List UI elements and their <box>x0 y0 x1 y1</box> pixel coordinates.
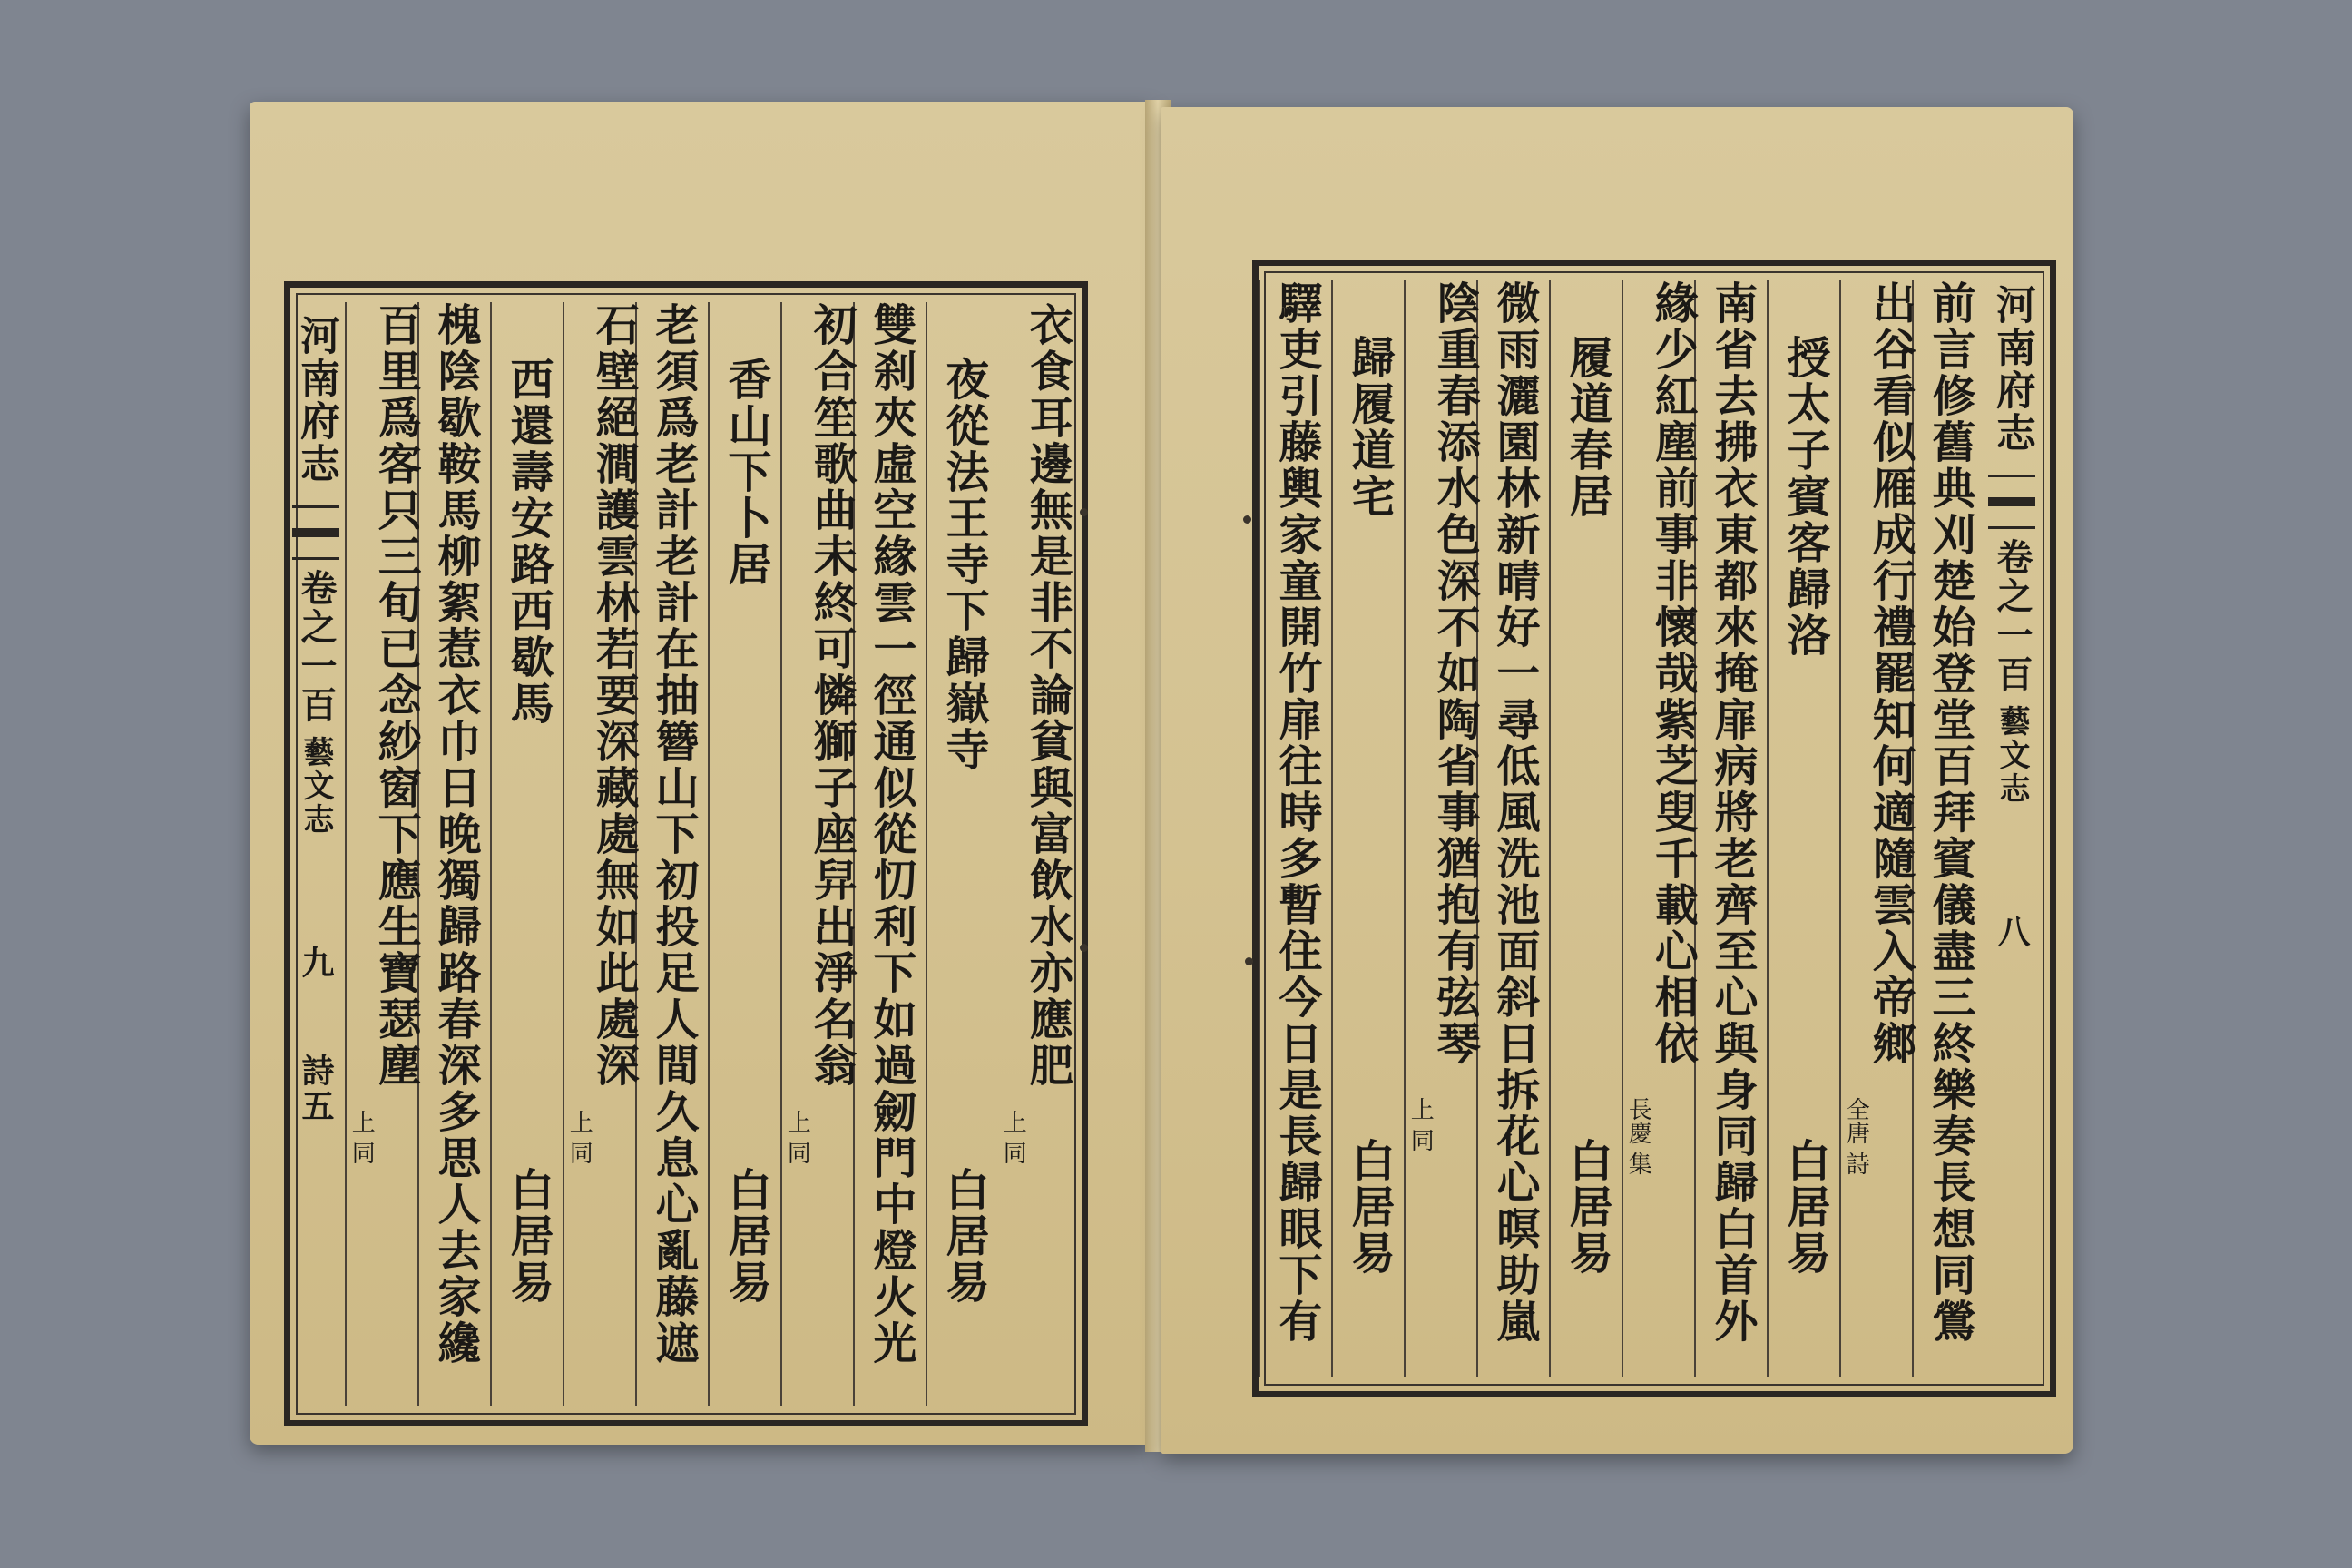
right-col-2 <box>1839 280 1914 1377</box>
left-page <box>250 102 1152 1445</box>
left-banxin-section: 藝文志 <box>298 736 334 837</box>
left-col-6-text: 老須爲老計老計在抽簪山下初投足人間久息心亂藤遮 <box>648 302 699 1367</box>
right-col-5-note: 長慶 集 <box>1624 1097 1652 1176</box>
right-banxin-section: 藝文志 <box>1994 705 2030 806</box>
left-col-1 <box>998 302 1071 1406</box>
left-col-1-note: 上 同 <box>999 1110 1027 1165</box>
left-col-4-note: 上 同 <box>783 1110 811 1165</box>
left-col-9-text: 槐陰歇鞍馬柳絮惹衣巾日晚獨歸路春深多思人去家纔 <box>430 302 481 1367</box>
left-col-10-text: 百里爲客只三旬已念紗窗下應生寶瑟塵 <box>370 302 422 1089</box>
left-col-8 <box>490 302 564 1406</box>
right-col-8-note: 上 同 <box>1406 1097 1435 1152</box>
left-col-10-note: 上 同 <box>348 1110 376 1165</box>
binding-hole <box>1080 508 1088 516</box>
right-col-9 <box>1331 280 1406 1377</box>
right-col-8 <box>1404 280 1481 1377</box>
right-col-3-title: 授太子賓客歸洛 <box>1779 335 1830 659</box>
left-col-2 <box>926 302 1000 1406</box>
right-col-2-note: 全唐 詩 <box>1842 1097 1870 1176</box>
right-col-2-text: 出谷看似雁成行禮罷知何適隨雲入帝鄉 <box>1865 280 1916 1067</box>
left-col-2-author: 白居易 <box>938 1167 989 1306</box>
right-col-10-text: 驛吏引藤輿家童開竹扉往時多暫住今日是長歸眼下有 <box>1271 280 1322 1345</box>
left-banxin-title: 河南府志 <box>293 315 339 485</box>
left-col-7-text: 石壁絕澗護雲林若要深藏處無如此處深 <box>588 302 640 1089</box>
left-col-5-author: 白居易 <box>720 1167 771 1306</box>
left-banxin-poem-mark: 詩五 <box>297 1054 335 1124</box>
right-banxin-page: 八 <box>1993 915 2031 950</box>
right-banxin <box>1984 266 2039 1391</box>
right-col-5 <box>1622 280 1699 1377</box>
left-col-3-text: 雙刹夾虛空緣雲一徑通似從忉利下如過劒門中燈火光 <box>866 302 916 1367</box>
left-banxin-volume: 卷之一百 <box>295 569 338 725</box>
left-col-7 <box>563 302 640 1406</box>
right-col-1 <box>1912 280 1986 1377</box>
right-col-4-text: 南省去拂衣東都來掩扉病將老齊至心與身同歸白首外 <box>1707 280 1758 1345</box>
left-col-8-author: 白居易 <box>503 1167 554 1306</box>
right-col-8-text: 陰重春添水色深不如陶省事猶抱有弦琴 <box>1429 280 1481 1067</box>
left-col-10 <box>345 302 422 1406</box>
left-banxin-page: 九 <box>297 946 335 981</box>
left-col-7-note: 上 同 <box>565 1110 593 1165</box>
left-banxin <box>289 288 343 1420</box>
left-col-5-title: 香山下卜居 <box>720 357 771 588</box>
right-banxin-volume: 卷之一百 <box>1991 538 2034 694</box>
right-col-1-text: 前言修舊典刈楚始登堂百拜賓儀盡三終樂奏長想同鶯 <box>1925 280 1975 1345</box>
left-page-frame <box>284 281 1088 1426</box>
right-col-6-title: 履道春居 <box>1562 335 1612 520</box>
right-col-9-author: 白居易 <box>1344 1138 1395 1277</box>
left-col-8-title: 西還壽安路西歇馬 <box>503 357 554 727</box>
right-col-7 <box>1476 280 1551 1377</box>
left-col-5 <box>708 302 782 1406</box>
right-col-3 <box>1767 280 1841 1377</box>
right-fish-tail-mark <box>1988 475 2035 529</box>
right-col-7-text: 微雨灑園林新晴好一尋低風洗池面斜日拆花心暝助嵐 <box>1489 280 1540 1345</box>
left-col-1-text: 衣食耳邊無是非不論貧與富飲水亦應肥 <box>1022 302 1073 1089</box>
left-col-6 <box>635 302 710 1406</box>
right-col-6 <box>1549 280 1623 1377</box>
left-fish-tail-mark <box>292 505 339 560</box>
left-col-2-title: 夜從法王寺下歸嶽寺 <box>938 357 989 773</box>
right-page-frame <box>1252 260 2056 1397</box>
right-col-3-author: 白居易 <box>1779 1138 1830 1277</box>
left-col-3 <box>853 302 927 1406</box>
left-col-4-text: 初合笙歌曲未終可憐獅子座舁出淨名翁 <box>806 302 858 1089</box>
left-col-4 <box>780 302 858 1406</box>
left-col-9 <box>417 302 492 1406</box>
right-col-10 <box>1259 280 1333 1377</box>
binding-hole <box>1245 957 1253 965</box>
right-col-9-title: 歸履道宅 <box>1344 335 1395 520</box>
right-col-5-text: 緣少紅塵前事非懷哉紫芝叟千載心相依 <box>1647 280 1699 1067</box>
right-col-4 <box>1694 280 1769 1377</box>
right-col-6-author: 白居易 <box>1562 1138 1612 1277</box>
right-page <box>1161 107 2073 1454</box>
binding-hole <box>1080 944 1088 952</box>
right-banxin-title: 河南府志 <box>1989 284 2035 455</box>
binding-hole <box>1243 515 1251 524</box>
